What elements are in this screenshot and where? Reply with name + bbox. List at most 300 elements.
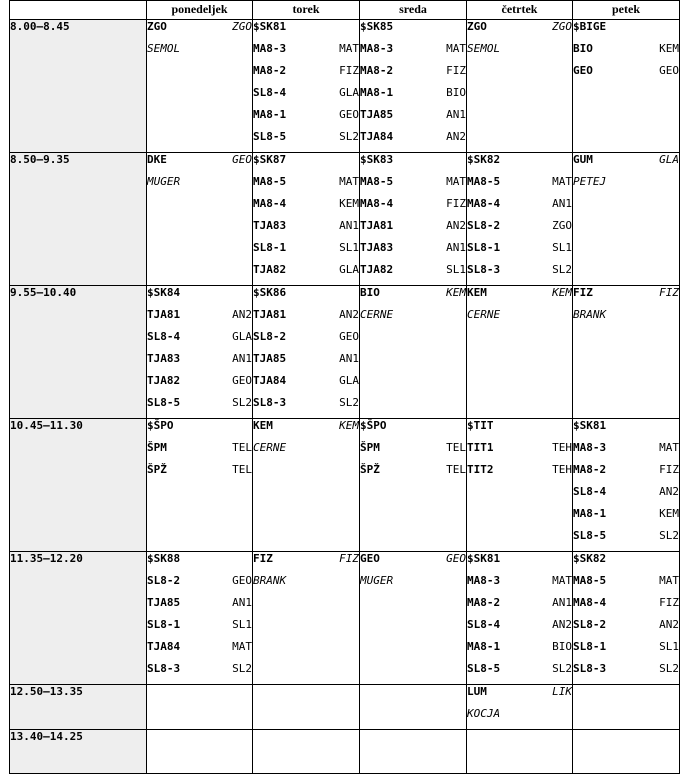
lesson-entry [253,441,359,463]
lesson-entry [253,552,359,574]
lesson-entry [467,596,572,618]
lesson-cell [253,552,360,685]
timetable-body [10,20,680,774]
subject-code: KEM [552,286,572,299]
lesson-entry [360,153,466,175]
subject-code: KEM [339,197,359,210]
group-code: DKE [147,153,167,166]
group-code: MA8-1 [360,86,394,99]
group-code: MA8-2 [253,64,287,77]
group-code: $SK83 [360,153,394,166]
group-code: FIZ [253,552,273,565]
group-code: MA8-5 [253,175,287,188]
teacher-name: MUGER [147,175,181,188]
subject-code: GEO [339,330,359,343]
lesson-entry [467,618,572,640]
teacher-name: PETEJ [573,175,607,188]
lesson-cell [573,20,680,153]
group-code: TJA83 [253,219,287,232]
subject-code: KEM [446,286,466,299]
group-code: MA8-5 [467,175,501,188]
group-code: BIO [360,286,380,299]
group-code: TJA85 [360,108,394,121]
subject-code: GEO [659,64,679,77]
lesson-entry [467,640,572,662]
group-code: $SK81 [253,20,287,33]
subject-code: SL1 [552,241,572,254]
header-row [10,1,680,20]
day-header: petek [573,1,680,20]
lesson-entry [467,662,572,684]
teacher-name: KOCJA [467,707,501,720]
group-code: MA8-1 [467,640,501,653]
lesson-entry [360,86,466,108]
subject-code: SL1 [339,241,359,254]
period-row [10,419,680,552]
lesson-cell [360,730,467,774]
subject-code: SL2 [339,396,359,409]
lesson-entry [147,463,252,485]
subject-code: MAT [339,175,359,188]
period-row [10,552,680,685]
group-code: ŠPŽ [147,463,167,476]
lesson-entry [360,108,466,130]
period-time: 11.35–12.20 [10,552,147,685]
subject-code: MAT [446,175,466,188]
lesson-cell [467,20,573,153]
lesson-entry [573,552,679,574]
subject-code: MAT [552,574,572,587]
group-code: ZGO [147,20,167,33]
subject-code: MAT [659,574,679,587]
period-row [10,685,680,730]
lesson-entry [360,308,466,330]
lesson-cell [360,153,467,286]
period-row [10,286,680,419]
group-code: $SK87 [253,153,287,166]
lesson-entry [467,441,572,463]
group-code: LUM [467,685,487,698]
group-code: TJA82 [360,263,394,276]
group-code: SL8-2 [573,618,607,631]
lesson-entry [573,441,679,463]
subject-code: GLA [339,263,359,276]
lesson-entry [573,596,679,618]
group-code: $ŠPO [147,419,174,432]
lesson-entry [573,286,679,308]
group-code: GEO [360,552,380,565]
group-code: TJA84 [360,130,394,143]
lesson-cell [573,730,680,774]
subject-code: AN1 [339,219,359,232]
group-code: SL8-3 [467,263,501,276]
subject-code: GEO [232,374,252,387]
teacher-name: SEMOL [147,42,181,55]
group-code: MA8-3 [360,42,394,55]
subject-code: FIZ [659,463,679,476]
group-code: TJA85 [253,352,287,365]
lesson-entry [253,64,359,86]
subject-code: FIZ [446,197,466,210]
lesson-entry [573,507,679,529]
group-code: MA8-3 [253,42,287,55]
group-code: $SK82 [467,153,501,166]
period-time: 8.00–8.45 [10,20,147,153]
lesson-cell [573,419,680,552]
lesson-entry [253,219,359,241]
subject-code: SL1 [446,263,466,276]
group-code: ZGO [467,20,487,33]
period-row [10,730,680,774]
period-time: 9.55–10.40 [10,286,147,419]
subject-code: GLA [339,374,359,387]
teacher-name: CERNE [253,441,287,454]
group-code: SL8-4 [573,485,607,498]
group-code: $SK84 [147,286,181,299]
group-code: SL8-5 [573,529,607,542]
lesson-cell [467,419,573,552]
lesson-cell [360,552,467,685]
lesson-entry [573,485,679,507]
lesson-entry [147,42,252,64]
subject-code: KEM [339,419,359,432]
period-time: 10.45–11.30 [10,419,147,552]
group-code: TJA83 [147,352,181,365]
group-code: $SK85 [360,20,394,33]
lesson-entry [467,419,572,441]
lesson-entry [253,175,359,197]
lesson-entry [147,330,252,352]
lesson-entry [253,42,359,64]
subject-code: SL2 [552,662,572,675]
lesson-entry [147,618,252,640]
group-code: $ŠPO [360,419,387,432]
lesson-entry [573,153,679,175]
lesson-entry [147,374,252,396]
lesson-entry [360,175,466,197]
subject-code: ZGO [552,20,572,33]
lesson-entry [147,640,252,662]
lesson-cell [360,286,467,419]
group-code: SL8-4 [147,330,181,343]
lesson-entry [147,662,252,684]
group-code: TJA85 [147,596,181,609]
period-time: 13.40–14.25 [10,730,147,774]
subject-code: GEO [446,552,466,565]
lesson-entry [467,197,572,219]
subject-code: SL2 [232,396,252,409]
period-time: 8.50–9.35 [10,153,147,286]
subject-code: AN2 [659,485,679,498]
lesson-entry [573,419,679,441]
lesson-cell [147,552,253,685]
lesson-cell [253,153,360,286]
subject-code: AN1 [232,596,252,609]
group-code: TJA81 [253,308,287,321]
lesson-entry [360,130,466,152]
group-code: MA8-3 [467,574,501,587]
lesson-entry [573,574,679,596]
group-code: SL8-1 [573,640,607,653]
subject-code: TEL [232,463,252,476]
group-code: SL8-3 [573,662,607,675]
subject-code: FIZ [659,596,679,609]
subject-code: MAT [659,441,679,454]
lesson-entry [360,441,466,463]
teacher-name: SEMOL [467,42,501,55]
subject-code: TEH [552,463,572,476]
group-code: TIT1 [467,441,494,454]
lesson-entry [360,20,466,42]
group-code: KEM [467,286,487,299]
lesson-entry [467,707,572,729]
lesson-entry [360,219,466,241]
subject-code: AN2 [232,308,252,321]
lesson-cell [253,685,360,730]
subject-code: TEL [446,441,466,454]
subject-code: AN1 [446,241,466,254]
subject-code: SL2 [552,263,572,276]
lesson-entry [147,20,252,42]
subject-code: ZGO [232,20,252,33]
lesson-entry [147,419,252,441]
subject-code: KEM [659,42,679,55]
lesson-entry [467,286,572,308]
group-code: MA8-2 [360,64,394,77]
subject-code: GEO [232,153,252,166]
lesson-entry [360,574,466,596]
group-code: TJA84 [147,640,181,653]
lesson-entry [360,463,466,485]
lesson-entry [573,175,679,197]
group-code: SL8-1 [253,241,287,254]
lesson-cell [147,286,253,419]
lesson-entry [253,86,359,108]
subject-code: AN2 [339,308,359,321]
subject-code: MAT [446,42,466,55]
group-code: SL8-4 [253,86,287,99]
day-header: ponedeljek [147,1,253,20]
group-code: TJA81 [147,308,181,321]
subject-code: SL1 [232,618,252,631]
lesson-entry [360,286,466,308]
lesson-entry [253,153,359,175]
subject-code: AN1 [446,108,466,121]
subject-code: GLA [659,153,679,166]
group-code: KEM [253,419,273,432]
lesson-entry [573,529,679,551]
lesson-cell [253,730,360,774]
lesson-cell [147,685,253,730]
subject-code: KEM [659,507,679,520]
group-code: MA8-2 [467,596,501,609]
subject-code: SL2 [659,529,679,542]
lesson-entry [147,352,252,374]
subject-code: GEO [339,108,359,121]
group-code: MA8-4 [573,596,607,609]
subject-code: SL2 [232,662,252,675]
group-code: MA8-1 [573,507,607,520]
subject-code: AN1 [552,596,572,609]
group-code: TJA81 [360,219,394,232]
subject-code: FIZ [659,286,679,299]
group-code: MA8-4 [467,197,501,210]
lesson-entry [147,441,252,463]
group-code: SL8-5 [147,396,181,409]
subject-code: TEH [552,441,572,454]
lesson-cell [573,286,680,419]
lesson-cell [147,20,253,153]
lesson-entry [253,352,359,374]
group-code: $SK86 [253,286,287,299]
group-code: MA8-5 [573,574,607,587]
lesson-cell [467,685,573,730]
lesson-cell [467,286,573,419]
lesson-entry [253,20,359,42]
lesson-entry [467,20,572,42]
lesson-entry [573,618,679,640]
subject-code: AN2 [659,618,679,631]
lesson-entry [467,552,572,574]
group-code: $SK81 [573,419,607,432]
subject-code: MAT [552,175,572,188]
lesson-cell [573,552,680,685]
lesson-entry [573,640,679,662]
group-code: SL8-1 [467,241,501,254]
teacher-name: BRANK [253,574,287,587]
group-code: ŠPM [147,441,167,454]
lesson-entry [147,286,252,308]
subject-code: GLA [232,330,252,343]
lesson-cell [573,685,680,730]
lesson-entry [253,286,359,308]
subject-code: AN2 [446,130,466,143]
subject-code: AN1 [552,197,572,210]
corner-cell [10,1,147,20]
lesson-entry [360,552,466,574]
lesson-entry [147,175,252,197]
group-code: SL8-3 [147,662,181,675]
period-time: 12.50–13.35 [10,685,147,730]
day-header: torek [253,1,360,20]
group-code: ŠPŽ [360,463,380,476]
group-code: BIO [573,42,593,55]
group-code: SL8-2 [467,219,501,232]
group-code: GUM [573,153,593,166]
teacher-name: MUGER [360,574,394,587]
lesson-entry [467,463,572,485]
lesson-entry [467,153,572,175]
subject-code: FIZ [339,552,359,565]
group-code: FIZ [573,286,593,299]
group-code: MA8-4 [360,197,394,210]
subject-code: SL2 [339,130,359,143]
lesson-entry [253,108,359,130]
lesson-cell [253,286,360,419]
group-code: GEO [573,64,593,77]
lesson-entry [360,241,466,263]
group-code: MA8-1 [253,108,287,121]
group-code: MA8-5 [360,175,394,188]
subject-code: BIO [552,640,572,653]
subject-code: GEO [232,574,252,587]
group-code: TJA84 [253,374,287,387]
lesson-cell [467,153,573,286]
lesson-entry [467,175,572,197]
lesson-cell [467,730,573,774]
lesson-entry [573,42,679,64]
group-code: SL8-3 [253,396,287,409]
group-code: TJA83 [360,241,394,254]
group-code: $TIT [467,419,494,432]
lesson-entry [253,263,359,285]
lesson-entry [360,197,466,219]
lesson-entry [467,263,572,285]
subject-code: BIO [446,86,466,99]
lesson-entry [467,42,572,64]
subject-code: AN2 [446,219,466,232]
period-row [10,153,680,286]
group-code: $BIGE [573,20,607,33]
lesson-entry [467,574,572,596]
group-code: TJA82 [253,263,287,276]
lesson-cell [147,153,253,286]
day-header: sreda [360,1,467,20]
group-code: $SK81 [467,552,501,565]
group-code: $SK88 [147,552,181,565]
lesson-entry [253,330,359,352]
lesson-entry [573,662,679,684]
lesson-entry [147,552,252,574]
lesson-entry [467,685,572,707]
subject-code: SL2 [659,662,679,675]
subject-code: AN1 [339,352,359,365]
lesson-cell [147,419,253,552]
subject-code: GLA [339,86,359,99]
lesson-entry [253,197,359,219]
lesson-entry [467,241,572,263]
subject-code: FIZ [446,64,466,77]
lesson-entry [253,374,359,396]
teacher-name: CERNE [360,308,394,321]
group-code: MA8-2 [573,463,607,476]
period-row [10,20,680,153]
timetable [9,0,680,774]
group-code: SL8-4 [467,618,501,631]
group-code: TIT2 [467,463,494,476]
lesson-entry [147,308,252,330]
lesson-entry [253,308,359,330]
group-code: SL8-5 [467,662,501,675]
lesson-entry [253,419,359,441]
subject-code: FIZ [339,64,359,77]
lesson-cell [467,552,573,685]
lesson-cell [253,419,360,552]
group-code: MA8-3 [573,441,607,454]
lesson-entry [360,419,466,441]
lesson-entry [147,153,252,175]
group-code: ŠPM [360,441,380,454]
lesson-cell [573,153,680,286]
teacher-name: BRANK [573,308,607,321]
lesson-entry [573,308,679,330]
group-code: $SK82 [573,552,607,565]
subject-code: TEL [446,463,466,476]
lesson-entry [253,574,359,596]
lesson-entry [573,20,679,42]
subject-code: LIK [552,685,572,698]
lesson-cell [253,20,360,153]
